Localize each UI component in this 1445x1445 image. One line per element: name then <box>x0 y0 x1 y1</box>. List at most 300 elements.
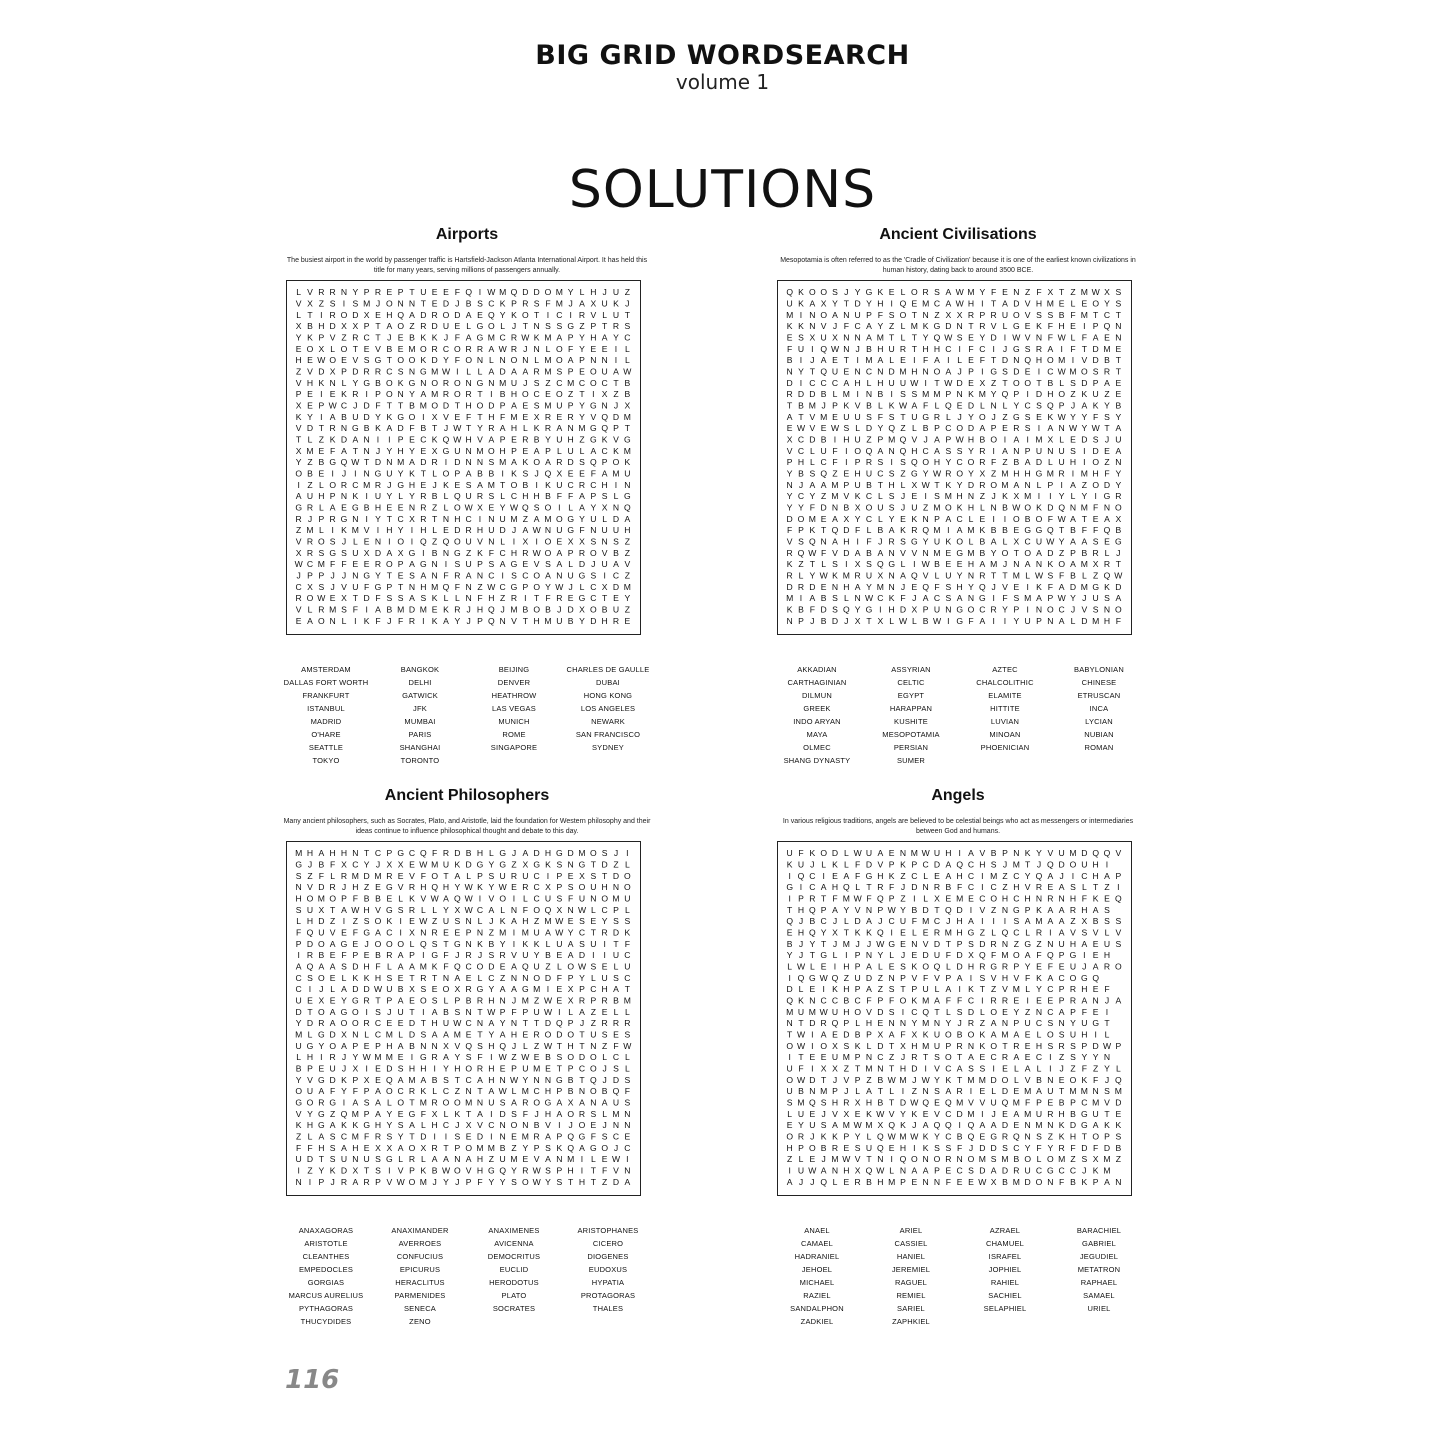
grid-letter: R <box>454 604 461 615</box>
grid-letter: C <box>831 995 839 1006</box>
grid-letter: N <box>465 377 472 388</box>
grid-letter: U <box>295 995 302 1006</box>
grid-letter: P <box>477 615 483 626</box>
grid-letter: P <box>1013 389 1020 400</box>
grid-letter: T <box>991 355 997 366</box>
grid-letter: Q <box>487 604 495 615</box>
grid-letter: M <box>623 411 631 422</box>
grid-letter: M <box>351 1108 359 1119</box>
grid-letter: S <box>1024 411 1031 422</box>
grid-letter: A <box>843 377 850 388</box>
grid-letter: I <box>890 298 893 309</box>
grid-letter: K <box>454 859 461 870</box>
grid-letter: B <box>601 1086 608 1097</box>
word-list-item: AZTEC <box>992 665 1018 674</box>
grid-letter: O <box>820 1040 828 1051</box>
grid-letter: O <box>1035 1176 1043 1187</box>
grid-letter: A <box>934 434 940 445</box>
grid-letter: S <box>590 1108 597 1119</box>
grid-letter: B <box>866 400 872 411</box>
grid-letter: S <box>341 547 347 558</box>
grid-letter: J <box>511 525 517 536</box>
grid-letter: M <box>1069 848 1077 859</box>
grid-letter: N <box>922 513 929 524</box>
grid-letter: F <box>911 916 917 927</box>
grid-letter: P <box>613 904 619 915</box>
word-list-item: CHAMUEL <box>985 1239 1025 1248</box>
grid-letter: A <box>318 961 325 972</box>
grid-letter: E <box>820 1052 827 1063</box>
grid-letter: V <box>613 434 619 445</box>
grid-letter: U <box>612 309 620 320</box>
grid-letter: C <box>1047 984 1054 995</box>
grid-letter: Q <box>831 1018 839 1029</box>
grid-letter: L <box>602 513 608 524</box>
grid-letter: H <box>877 1176 884 1187</box>
grid-letter: S <box>579 938 585 949</box>
grid-letter: Y <box>295 332 302 343</box>
grid-letter: C <box>442 1120 450 1131</box>
grid-letter: N <box>352 570 359 581</box>
grid-letter: F <box>1047 332 1053 343</box>
grid-letter: Q <box>808 1097 816 1108</box>
grid-letter: S <box>1070 1040 1076 1051</box>
grid-letter: F <box>352 1086 358 1097</box>
grid-letter: K <box>866 927 872 938</box>
grid-letter: C <box>820 457 827 468</box>
grid-letter: J <box>1104 995 1110 1006</box>
grid-letter: N <box>967 1040 975 1051</box>
grid-letter: I <box>992 916 995 927</box>
grid-letter: P <box>545 445 551 456</box>
grid-letter: A <box>1070 559 1076 570</box>
grid-letter: H <box>363 961 370 972</box>
grid-letter: G <box>990 961 998 972</box>
grid-letter: H <box>465 434 472 445</box>
grid-letter: V <box>1092 927 1099 938</box>
grid-letter: E <box>624 615 631 626</box>
word-list-item: EUDOXUS <box>588 1265 628 1274</box>
grid-letter: P <box>477 559 483 570</box>
grid-letter: O <box>854 445 862 456</box>
grid-letter: B <box>409 400 415 411</box>
grid-letter: E <box>1024 1029 1031 1040</box>
grid-letter: X <box>877 1029 884 1040</box>
grid-letter: U <box>1069 1029 1077 1040</box>
grid-letter: E <box>386 502 393 513</box>
grid-letter: F <box>957 882 963 893</box>
grid-letter: D <box>956 961 963 972</box>
grid-letter: K <box>341 525 347 536</box>
grid-letter: P <box>945 1040 952 1051</box>
grid-letter: Z <box>832 468 838 479</box>
grid-letter: S <box>854 1142 861 1153</box>
grid-letter: I <box>913 559 916 570</box>
grid-letter: R <box>352 332 359 343</box>
grid-letter: W <box>1012 332 1021 343</box>
grid-letter: D <box>1081 615 1088 626</box>
grid-letter: P <box>318 1176 325 1187</box>
grid-letter: F <box>330 445 336 456</box>
grid-letter: S <box>866 559 872 570</box>
grid-letter: B <box>307 468 313 479</box>
grid-letter: N <box>1024 1120 1031 1131</box>
grid-letter: L <box>945 411 951 422</box>
grid-letter: Q <box>465 287 473 298</box>
grid-letter: A <box>341 1142 347 1153</box>
grid-letter: T <box>945 938 951 949</box>
grid-letter: D <box>556 1029 563 1040</box>
grid-letter: S <box>318 581 325 592</box>
grid-letter: E <box>556 536 563 547</box>
grid-letter: E <box>363 1040 370 1051</box>
grid-letter: F <box>613 1040 619 1051</box>
grid-letter: G <box>397 848 405 859</box>
grid-letter: J <box>602 287 607 298</box>
grid-letter: S <box>454 1131 461 1142</box>
grid-letter: J <box>511 848 517 859</box>
grid-letter: J <box>534 1108 539 1119</box>
grid-letter: R <box>465 343 472 354</box>
grid-letter: M <box>910 321 918 332</box>
grid-letter: Q <box>1046 525 1054 536</box>
grid-letter: J <box>341 1063 347 1074</box>
grid-letter: H <box>786 1142 793 1153</box>
grid-letter: U <box>352 581 359 592</box>
grid-letter: T <box>522 615 528 626</box>
grid-letter: N <box>612 1120 620 1131</box>
grid-letter: O <box>922 457 930 468</box>
grid-letter: N <box>1001 1018 1009 1029</box>
grid-letter: D <box>1058 859 1065 870</box>
grid-letter: R <box>967 309 975 320</box>
grid-letter: P <box>1092 321 1099 332</box>
grid-letter: V <box>934 1108 940 1119</box>
grid-letter: W <box>373 984 383 995</box>
word-list-item: ZAPHKIEL <box>892 1317 930 1326</box>
grid-letter: A <box>397 1040 404 1051</box>
grid-letter: B <box>1070 1108 1076 1119</box>
grid-letter: S <box>1002 1142 1008 1153</box>
grid-letter: S <box>1115 938 1122 949</box>
grid-letter: L <box>466 870 472 881</box>
grid-letter: I <box>913 355 916 366</box>
grid-letter: S <box>820 1120 827 1131</box>
grid-letter: Y <box>911 1018 918 1029</box>
grid-letter: N <box>1058 423 1065 434</box>
grid-letter: F <box>579 525 585 536</box>
grid-letter: O <box>465 1063 473 1074</box>
grid-letter: B <box>567 1074 574 1085</box>
grid-letter: B <box>877 1097 884 1108</box>
grid-letter: T <box>318 1154 324 1165</box>
grid-letter: H <box>431 1120 438 1131</box>
grid-letter: M <box>1012 859 1020 870</box>
grid-letter: V <box>295 377 302 388</box>
grid-letter: E <box>329 389 336 400</box>
grid-letter: O <box>521 1176 529 1187</box>
grid-letter: K <box>1036 502 1042 513</box>
grid-letter: N <box>786 1018 793 1029</box>
grid-letter: S <box>307 972 313 983</box>
grid-letter: R <box>612 615 620 626</box>
grid-letter: R <box>578 995 586 1006</box>
grid-letter: V <box>854 904 861 915</box>
grid-letter: T <box>307 309 313 320</box>
grid-letter: Z <box>296 366 302 377</box>
grid-letter: D <box>476 1131 484 1142</box>
grid-letter: S <box>375 1006 381 1017</box>
grid-letter: B <box>990 525 997 536</box>
grid-letter: U <box>499 870 506 881</box>
grid-letter: P <box>522 1006 529 1017</box>
grid-letter: X <box>318 904 325 915</box>
grid-letter: A <box>1058 882 1065 893</box>
grid-letter: E <box>1036 961 1042 972</box>
grid-letter: J <box>912 1120 917 1131</box>
grid-letter: F <box>1104 468 1110 479</box>
grid-letter: A <box>409 961 415 972</box>
grid-letter: I <box>1083 457 1086 468</box>
grid-letter: P <box>854 1052 861 1063</box>
grid-letter: S <box>579 916 585 927</box>
grid-letter: E <box>318 468 325 479</box>
grid-letter: W <box>453 434 462 445</box>
grid-letter: R <box>1069 995 1077 1006</box>
grid-letter: R <box>431 1052 438 1063</box>
grid-letter: B <box>1070 1176 1076 1187</box>
grid-letter: O <box>431 400 439 411</box>
grid-letter: D <box>567 848 574 859</box>
grid-letter: N <box>1047 1074 1054 1085</box>
grid-letter: F <box>590 468 596 479</box>
grid-letter: G <box>374 355 382 366</box>
grid-letter: U <box>567 445 574 456</box>
grid-letter: N <box>865 389 873 400</box>
grid-letter: Y <box>922 536 929 547</box>
grid-letter: X <box>409 984 415 995</box>
grid-letter: Y <box>295 1018 302 1029</box>
grid-letter: G <box>476 377 484 388</box>
grid-letter: E <box>431 604 438 615</box>
grid-letter: L <box>330 870 336 881</box>
grid-letter: W <box>623 366 632 377</box>
grid-letter: J <box>613 400 619 411</box>
grid-letter: E <box>465 972 472 983</box>
grid-letter: Z <box>843 972 849 983</box>
grid-letter: A <box>443 1154 449 1165</box>
grid-letter: L <box>602 1052 608 1063</box>
grid-letter: M <box>842 893 850 904</box>
grid-letter: Y <box>352 287 359 298</box>
grid-letter: C <box>522 570 529 581</box>
grid-letter: N <box>578 1086 586 1097</box>
grid-letter: O <box>944 1029 952 1040</box>
grid-letter: B <box>409 332 415 343</box>
grid-letter: X <box>601 581 608 592</box>
grid-letter: W <box>887 904 896 915</box>
grid-letter: O <box>351 1006 359 1017</box>
grid-letter: M <box>1035 1120 1043 1131</box>
grid-letter: K <box>431 434 438 445</box>
grid-letter: C <box>1081 870 1088 881</box>
grid-letter: U <box>556 400 563 411</box>
grid-letter: E <box>397 870 404 881</box>
grid-letter: O <box>374 938 382 949</box>
grid-letter: C <box>624 1142 631 1153</box>
grid-letter: X <box>567 995 574 1006</box>
grid-letter: A <box>820 1165 827 1176</box>
grid-letter: A <box>877 445 884 456</box>
grid-letter: I <box>981 882 984 893</box>
grid-letter: J <box>602 1120 607 1131</box>
grid-letter: D <box>990 1074 997 1085</box>
grid-letter: C <box>865 513 873 524</box>
grid-letter: N <box>877 366 884 377</box>
word-list-item: PERSIAN <box>893 743 929 752</box>
grid-letter: B <box>786 355 793 366</box>
grid-letter: N <box>465 593 472 604</box>
grid-letter: B <box>1115 400 1122 411</box>
grid-letter: P <box>409 1165 415 1176</box>
grid-letter: Y <box>386 491 393 502</box>
grid-letter: F <box>364 581 370 592</box>
grid-letter: R <box>854 1176 861 1187</box>
grid-letter: N <box>1115 332 1122 343</box>
grid-letter: B <box>990 848 997 859</box>
grid-letter: C <box>933 916 941 927</box>
grid-letter: N <box>1103 604 1111 615</box>
grid-letter: E <box>820 423 827 434</box>
grid-letter: N <box>624 1108 631 1119</box>
grid-letter: O <box>397 321 405 332</box>
grid-letter: F <box>1093 1074 1099 1085</box>
grid-letter: C <box>601 904 608 915</box>
grid-letter: P <box>363 1108 370 1119</box>
grid-letter: L <box>1036 1029 1042 1040</box>
grid-letter: V <box>979 848 986 859</box>
grid-letter: G <box>317 1108 325 1119</box>
grid-letter: M <box>865 355 873 366</box>
grid-letter: O <box>544 1029 552 1040</box>
grid-letter: U <box>624 961 631 972</box>
grid-letter: M <box>499 287 507 298</box>
grid-letter: I <box>342 1097 346 1108</box>
grid-letter: C <box>990 1052 997 1063</box>
grid-letter: H <box>888 479 895 490</box>
grid-letter: A <box>1024 1063 1031 1074</box>
grid-letter: D <box>899 1097 907 1108</box>
grid-letter: C <box>979 604 986 615</box>
grid-letter: G <box>1012 343 1020 354</box>
grid-letter: S <box>1013 916 1020 927</box>
grid-letter: O <box>499 893 507 904</box>
grid-letter: M <box>922 916 930 927</box>
grid-letter: L <box>1059 377 1065 388</box>
grid-letter: N <box>340 423 348 434</box>
grid-letter: R <box>1058 468 1065 479</box>
grid-letter: U <box>499 513 506 524</box>
grid-letter: A <box>443 1052 449 1063</box>
grid-letter: Q <box>899 298 907 309</box>
grid-letter: D <box>420 1131 427 1142</box>
grid-letter: G <box>476 859 484 870</box>
grid-letter: O <box>1114 604 1122 615</box>
grid-letter: W <box>876 1165 885 1176</box>
grid-letter: A <box>397 995 404 1006</box>
grid-letter: L <box>556 445 562 456</box>
grid-letter: T <box>1093 309 1099 320</box>
grid-letter: I <box>1049 1063 1052 1074</box>
grid-letter: A <box>1070 513 1076 524</box>
grid-letter: C <box>465 1018 472 1029</box>
grid-letter: P <box>1115 1040 1122 1051</box>
grid-letter: A <box>979 615 986 626</box>
grid-letter: P <box>843 1018 850 1029</box>
grid-letter: O <box>306 893 314 904</box>
grid-letter: H <box>488 1063 495 1074</box>
grid-letter: C <box>386 927 393 938</box>
grid-letter: S <box>866 411 872 422</box>
grid-letter: W <box>555 916 564 927</box>
grid-letter: K <box>1092 400 1099 411</box>
grid-letter: Q <box>899 445 907 456</box>
grid-letter: S <box>613 972 619 983</box>
grid-letter: L <box>352 536 358 547</box>
grid-letter: P <box>922 604 929 615</box>
grid-letter: I <box>1037 366 1041 377</box>
grid-letter: L <box>1025 984 1031 995</box>
grid-letter: E <box>922 927 929 938</box>
grid-letter: F <box>1047 513 1053 524</box>
grid-letter: S <box>533 377 540 388</box>
grid-letter: H <box>510 389 518 400</box>
grid-letter: N <box>601 400 608 411</box>
grid-letter: T <box>1002 377 1008 388</box>
grid-letter: E <box>1070 434 1076 445</box>
grid-letter: M <box>385 1029 393 1040</box>
grid-letter: G <box>408 547 416 558</box>
grid-letter: B <box>979 547 986 558</box>
grid-letter: T <box>568 1176 574 1187</box>
grid-letter: A <box>832 513 838 524</box>
grid-letter: L <box>991 1086 997 1097</box>
grid-letter: L <box>534 355 540 366</box>
grid-letter: F <box>855 870 861 881</box>
grid-letter: I <box>490 389 493 400</box>
grid-letter: O <box>521 309 529 320</box>
grid-letter: I <box>1071 870 1075 881</box>
word-list-item: INDO ARYAN <box>793 717 841 726</box>
wordsearch-grid <box>777 280 1132 635</box>
grid-letter: A <box>409 309 415 320</box>
grid-letter: I <box>856 355 859 366</box>
grid-letter: Z <box>488 927 494 938</box>
grid-letter: T <box>889 1097 895 1108</box>
grid-letter: Y <box>1104 1063 1110 1074</box>
grid-letter: K <box>832 984 838 995</box>
grid-letter: L <box>1036 1154 1042 1165</box>
word-list <box>770 1225 1146 1328</box>
grid-letter: M <box>1103 1154 1111 1165</box>
grid-letter: G <box>623 491 631 502</box>
grid-letter: J <box>798 479 804 490</box>
grid-letter: S <box>990 859 997 870</box>
grid-letter: B <box>624 389 631 400</box>
grid-letter: C <box>1058 604 1065 615</box>
grid-letter: W <box>1034 570 1044 581</box>
grid-letter: K <box>329 434 336 445</box>
